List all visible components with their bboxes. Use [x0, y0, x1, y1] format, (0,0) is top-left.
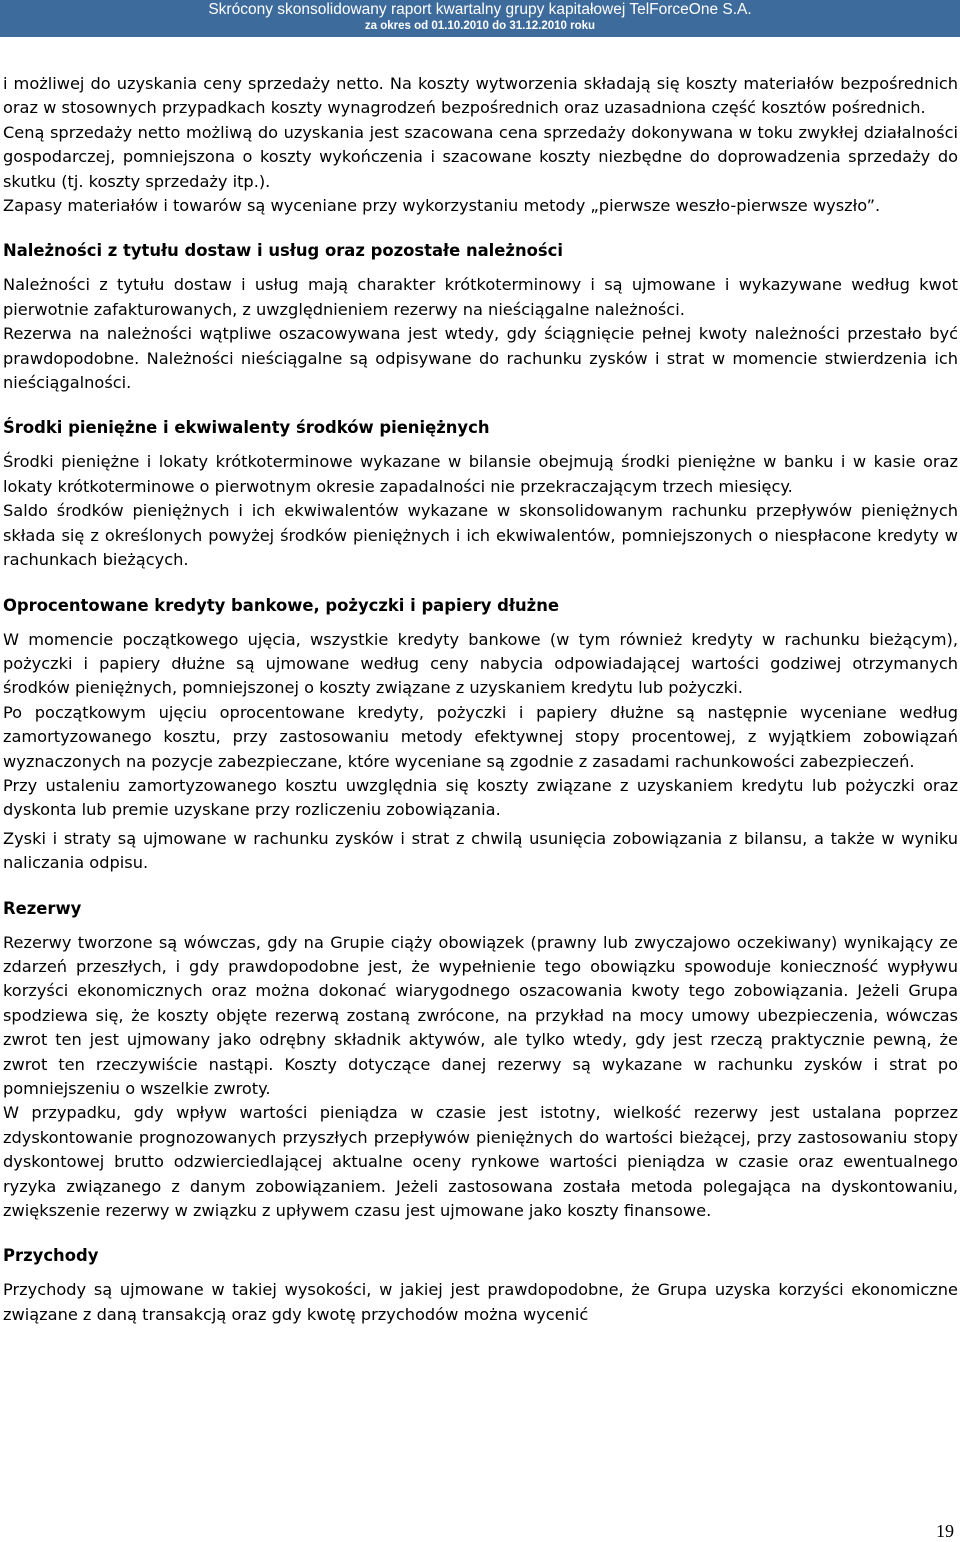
page-number: 19: [936, 1521, 954, 1541]
loans-paragraph-2: Po początkowym ujęciu oprocentowane kredyty, pożyczki i papiery dłużne są następnie wyceniane według zamortyzowanego kosztu, przy zastosowaniu metody efektywnej stopy procentowej, z wyjątkiem zobowiązań wyznaczonych na pozycje zabezpieczane, które wyceniane są zgodnie z zasadami rachunkowości zabezpieczeń.: [3, 702, 958, 771]
receivables-paragraph-2: Rezerwa na należności wątpliwe oszacowywana jest wtedy, gdy ściągnięcie pełnej kwoty należności przestało być prawdopodobne. Należności nieściągalne są odpisywane do rachunku zysków i strat w momencie stwierdzenia ich nieściągalności.: [3, 324, 958, 393]
provisions-paragraph-2: W przypadku, gdy wpływ wartości pieniądza w czasie jest istotny, wielkość rezerwy jest ustalana poprzez zdyskontowanie prognozowanych przyszłych przepływów pieniężnych do wartości bieżącej, przy zastosowaniu stopy dyskontowej brutto odzwierciedlającej aktualne oceny rynkowe wartości pieniądza w czasie oraz ewentualnego ryzyka związanego z danym zobowiązaniem. Jeżeli zastosowana została metoda polegająca na dyskontowaniu, zwiększenie rezerwy w związku z upływem czasu jest ujmowane jako koszty finansowe.: [3, 1103, 958, 1221]
inventory-paragraph-3: Zapasy materiałów i towarów są wyceniane przy wykorzystaniu metody „pierwsze weszło-pierwsze wyszło”.: [3, 196, 881, 216]
cash-paragraph-1: Środki pieniężne i lokaty krótkoterminowe wykazane w bilansie obejmują środki pieniężne w banku i w kasie oraz lokaty krótkoterminowe o pierwotnym okresie zapadalności nie przekraczającym trzech miesięcy.: [3, 452, 958, 496]
page-header: [0, 0, 960, 37]
section-heading-cash: Środki pieniężne i ekwiwalenty środków pieniężnych: [3, 418, 490, 438]
loans-paragraph-3: Przy ustaleniu zamortyzowanego kosztu uwzględnia się koszty związane z uzyskaniem kredytu lub pożyczki oraz dyskonta lub premie uzyskane przy rozliczeniu zobowiązania.: [3, 775, 958, 820]
inventory-paragraph-2: Ceną sprzedaży netto możliwą do uzyskania jest szacowana cena sprzedaży dokonywana w toku zwykłej działalności gospodarczej, pomniejszona o koszty wykończenia i szacowane koszty niezbędne do doprowadzenia sprzedaży do skutku (tj. koszty sprzedaży itp.).: [3, 122, 958, 191]
document-body: [3, 72, 958, 1327]
report-title: Skrócony skonsolidowany raport kwartalny grupy kapitałowej TelForceOne S.A.: [208, 1, 752, 18]
loans-paragraph-1: W momencie początkowego ujęcia, wszystkie kredyty bankowe (w tym również kredyty w rachunku bieżącym), pożyczki i papiery dłużne są ujmowane według ceny nabycia odpowiadającej wartości godziwej otrzymanych środków pieniężnych, pomniejszonej o koszty związane z uzyskaniem kredytu lub pożyczki.: [3, 629, 958, 698]
section-heading-provisions: Rezerwy: [3, 898, 82, 918]
section-heading-revenue: Przychody: [3, 1246, 99, 1266]
cash-paragraph-2: Saldo środków pieniężnych i ich ekwiwalentów wykazane w skonsolidowanym rachunku przepływów pieniężnych składa się z określonych powyżej środków pieniężnych i ich ekwiwalentów, pomniejszonych o niespłacone kredyty w rachunkach bieżących.: [3, 501, 958, 570]
inventory-paragraph-1: i możliwej do uzyskania ceny sprzedaży netto. Na koszty wytworzenia składają się koszty materiałów bezpośrednich oraz w stosownych przypadkach koszty wynagrodzeń bezpośrednich oraz uzasadniona część kosztów pośrednich.: [3, 74, 958, 118]
revenue-paragraph-1: Przychody są ujmowane w takiej wysokości, w jakiej jest prawdopodobne, że Grupa uzyska korzyści ekonomiczne związane z daną transakcją oraz gdy kwotę przychodów można wycenić: [3, 1280, 958, 1324]
section-heading-loans: Oprocentowane kredyty bankowe, pożyczki i papiery dłużne: [3, 595, 559, 615]
section-heading-receivables: Należności z tytułu dostaw i usług oraz pozostałe należności: [3, 241, 563, 261]
receivables-paragraph-1: Należności z tytułu dostaw i usług mają charakter krótkoterminowy i są ujmowane i wykazywane według kwot pierwotnie zafakturowanych, z uwzględnieniem rezerwy na nieściągalne należności.: [3, 275, 958, 319]
report-period: za okres od 01.10.2010 do 31.12.2010 roku: [364, 20, 596, 32]
loans-paragraph-4: Zyski i straty są ujmowane w rachunku zysków i strat z chwilą usunięcia zobowiązania z bilansu, a także w wyniku naliczania odpisu.: [3, 828, 958, 873]
provisions-paragraph-1: Rezerwy tworzone są wówczas, gdy na Grupie ciąży obowiązek (prawny lub zwyczajowo oczekiwany) wynikający ze zdarzeń przeszłych, i gdy prawdopodobne jest, że wypełnienie tego obowiązku spowoduje konieczność wypływu korzyści ekonomicznych oraz można dokonać wiarygodnego oszacowania kwoty tego zobowiązania. Jeżeli Grupa spodziewa się, że koszty objęte rezerwą zostaną zwrócone, na przykład na mocy umowy ubezpieczenia, wówczas zwrot ten jest ujmowany jako odrębny składnik aktywów, ale tylko wtedy, gdy jest rzeczą praktycznie pewną, że zwrot ten rzeczywiście nastąpi. Koszty dotyczące danej rezerwy są wykazane w rachunku zysków i strat po pomniejszeniu o wszelkie zwroty.: [3, 932, 958, 1098]
